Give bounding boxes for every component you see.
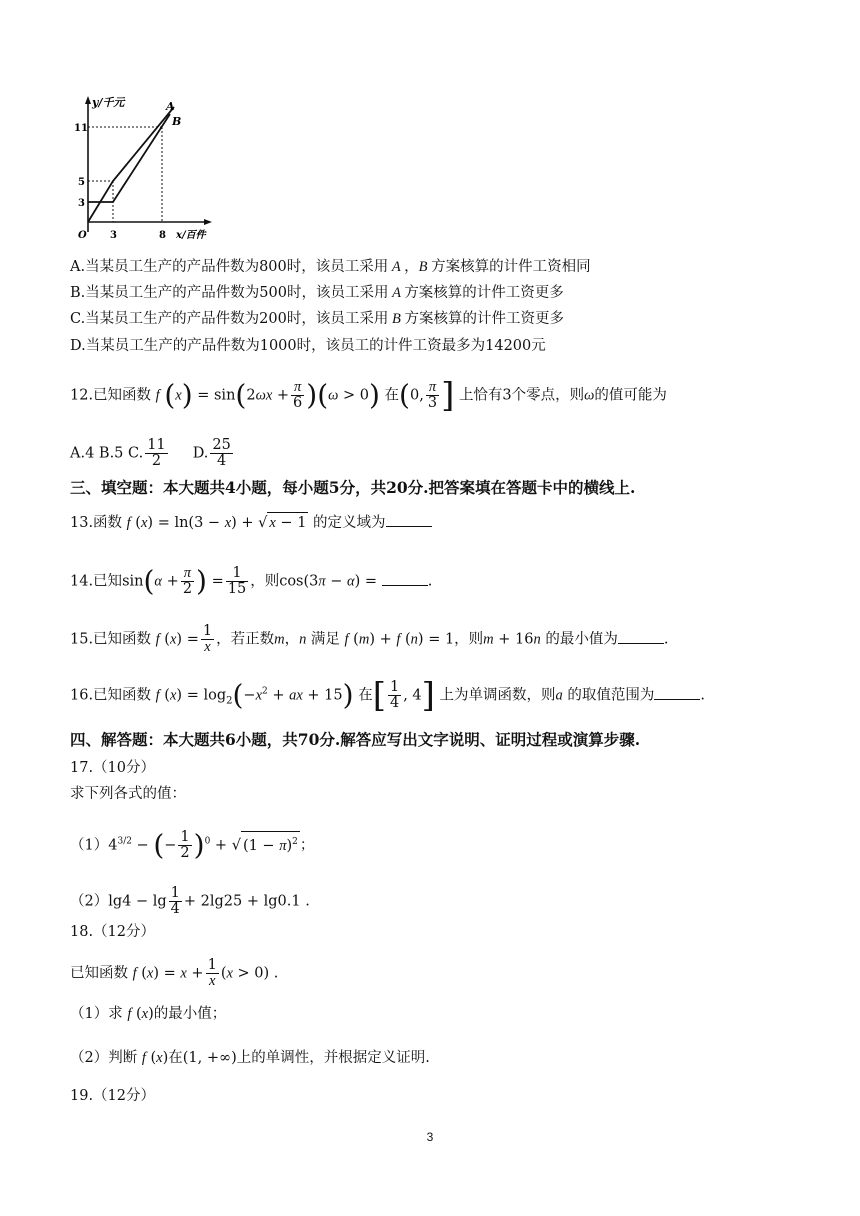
q14-head: 14.已知 xyxy=(70,573,123,590)
q13-head: 13.函数 xyxy=(70,515,123,531)
q15-tail: 的最小值为 xyxy=(545,631,618,648)
q15-mid2: 满足 xyxy=(310,631,340,648)
q11-option-b: B.当某员工生产的产品件数为500时，该员工采用 A 方案核算的计件工资更多 xyxy=(70,285,564,301)
q14-end: . xyxy=(427,573,433,590)
q16: 16.已知函数 f $(x) = \log_2(-x^2$ + ax + 15) 在[ $\frac{1}{4}$ , 4] 上为单调函数，则a 的取值范围为 . xyxy=(70,675,705,716)
q11-option-a: A.当某员工生产的产品件数为800时，该员工采用 A ，B 方案核算的计件工资相同 xyxy=(70,259,591,275)
q11-option-d: D.当某员工生产的产品件数为1000时，该员工的计件工资最多为14200元 xyxy=(70,338,546,354)
x-tick-8: 8 xyxy=(159,230,166,241)
q17-part2: （2）lg4 − lg $\frac{1}{4}$ + 2lg25 + lg0.1 . xyxy=(70,885,310,917)
q18-part2-tail: 上的单调性，并根据定义证明. xyxy=(236,1050,430,1066)
q18-part1-tail: 的最小值； xyxy=(153,1006,227,1022)
x-axis-arrow xyxy=(204,219,212,225)
q11-option-a-tail: 方案核算的计件工资相同 xyxy=(431,259,591,275)
q14-mid: ，则 xyxy=(250,573,280,590)
wage-graph xyxy=(66,92,226,242)
q19-title: 19.（12分） xyxy=(70,1088,156,1104)
y-axis-arrow xyxy=(85,96,91,104)
y-tick-5: 5 xyxy=(78,177,85,188)
q18-part2: （2）判断 f (x)在(1, +∞)上的单调性，并根据定义证明. xyxy=(70,1050,430,1066)
q15: 15.已知函数 f (x) = $\frac{1}{x}$ ，若正数m，n 满足 f (m) + f (n) = 1，则m + 16n 的最小值为 . xyxy=(70,623,669,655)
q15-mid: ，若正数 xyxy=(216,631,275,648)
q18-part2-label: （2）判断 xyxy=(70,1050,138,1066)
q15-blank xyxy=(618,629,664,644)
q16-end: . xyxy=(700,687,705,704)
section-4-heading: 四、解答题：本大题共6小题，共70分.解答应写出文字说明、证明过程或演算步骤. xyxy=(70,730,641,749)
q12-options-text: A.4 B.5 C. xyxy=(70,445,144,462)
y-tick-11: 11 xyxy=(74,123,88,134)
q16-tail2: 的取值范围为 xyxy=(567,687,655,704)
q12-stem: 12.已知函数 f (x) = sin(2ωx + $\frac{\pi}{6}$ )(ω > 0) 在(0, $\frac{\pi}{3}$ ] 上恰有3个零点，则ω的值可能为 xyxy=(70,375,667,416)
q18-title: 18.（12分） xyxy=(70,924,156,940)
q17-prompt: 求下列各式的值： xyxy=(70,786,186,802)
q12-mid: 在 xyxy=(384,387,400,404)
q15-head: 15.已知函数 xyxy=(70,631,152,648)
q12-option-d: D. xyxy=(192,445,209,462)
q13: 13.函数 f (x) = ln(3 − x) + √ x − 1 的定义域为 xyxy=(70,512,432,533)
q17-part1: $(1)4^{3/2}$ − (− $\frac{1}{2}$ )$^0$ + √ $(1 - \pi)^2$ ； xyxy=(70,828,315,862)
page-number: 3 xyxy=(426,1130,434,1144)
section-3-heading: 三、填空题：本大题共4小题，每小题5分，共20分.把答案填在答题卡中的横线上. xyxy=(70,478,636,497)
line-a xyxy=(88,107,174,222)
q17-part1-label: （1） xyxy=(70,837,109,854)
q11-option-b-tail: 方案核算的计件工资更多 xyxy=(404,285,564,301)
line-a-label: A xyxy=(166,100,175,113)
q14: 14.已知sin(α + $\frac{\pi}{2}$ ) = $\frac{1}{15}$ ，则cos(3π − α) = . xyxy=(70,564,433,598)
q14-blank xyxy=(382,571,428,586)
q11-option-a-text: A.当某员工生产的产品件数为800时，该员工采用 xyxy=(70,259,389,275)
q18-part1-label: （1）求 xyxy=(70,1006,123,1022)
q12-options: A.4 B.5 C. $\frac{11}{2}$ D. $\frac{25}{4}$ xyxy=(70,437,231,469)
q12-tail: 上恰有3个零点，则 xyxy=(458,387,585,404)
q18-stem: 已知函数 f (x) = x + $\frac{1}{x}$ (x > 0) . xyxy=(70,957,279,989)
q12-head: 12.已知函数 xyxy=(70,387,152,404)
q16-tail: 上为单调函数，则 xyxy=(439,687,556,704)
y-tick-3: 3 xyxy=(78,198,85,209)
q15-end: . xyxy=(663,631,669,648)
q11-option-c: C.当某员工生产的产品件数为200时，该员工采用 B 方案核算的计件工资更多 xyxy=(70,311,564,327)
q15-mid3: ，则 xyxy=(454,631,484,648)
q17-part2-label: （2） xyxy=(70,893,109,910)
line-b-label: B xyxy=(172,115,182,128)
q16-mid: 在 xyxy=(358,687,373,704)
q11-option-c-tail: 方案核算的计件工资更多 xyxy=(404,311,564,327)
q16-head: 16.已知函数 xyxy=(70,687,152,704)
q18-head: 已知函数 xyxy=(70,965,128,982)
x-axis-label: x/百件 xyxy=(176,230,206,241)
q12-tail2: 的值可能为 xyxy=(594,387,667,404)
q13-tail: 的定义域为 xyxy=(313,515,386,531)
x-tick-3: 3 xyxy=(110,230,117,241)
x-tick-o: O xyxy=(78,230,87,241)
q18-part2-mid: 在 xyxy=(168,1050,183,1066)
q11-option-b-text: B.当某员工生产的产品件数为500时，该员工采用 xyxy=(70,285,389,301)
y-axis-label: y/千元 xyxy=(92,96,125,109)
q18-part1: （1）求 f (x)的最小值； xyxy=(70,1006,227,1022)
q17-title: 17.（10分） xyxy=(70,760,156,776)
q16-blank xyxy=(654,685,700,700)
q11-option-c-text: C.当某员工生产的产品件数为200时，该员工采用 xyxy=(70,311,389,327)
q13-blank xyxy=(386,512,432,527)
